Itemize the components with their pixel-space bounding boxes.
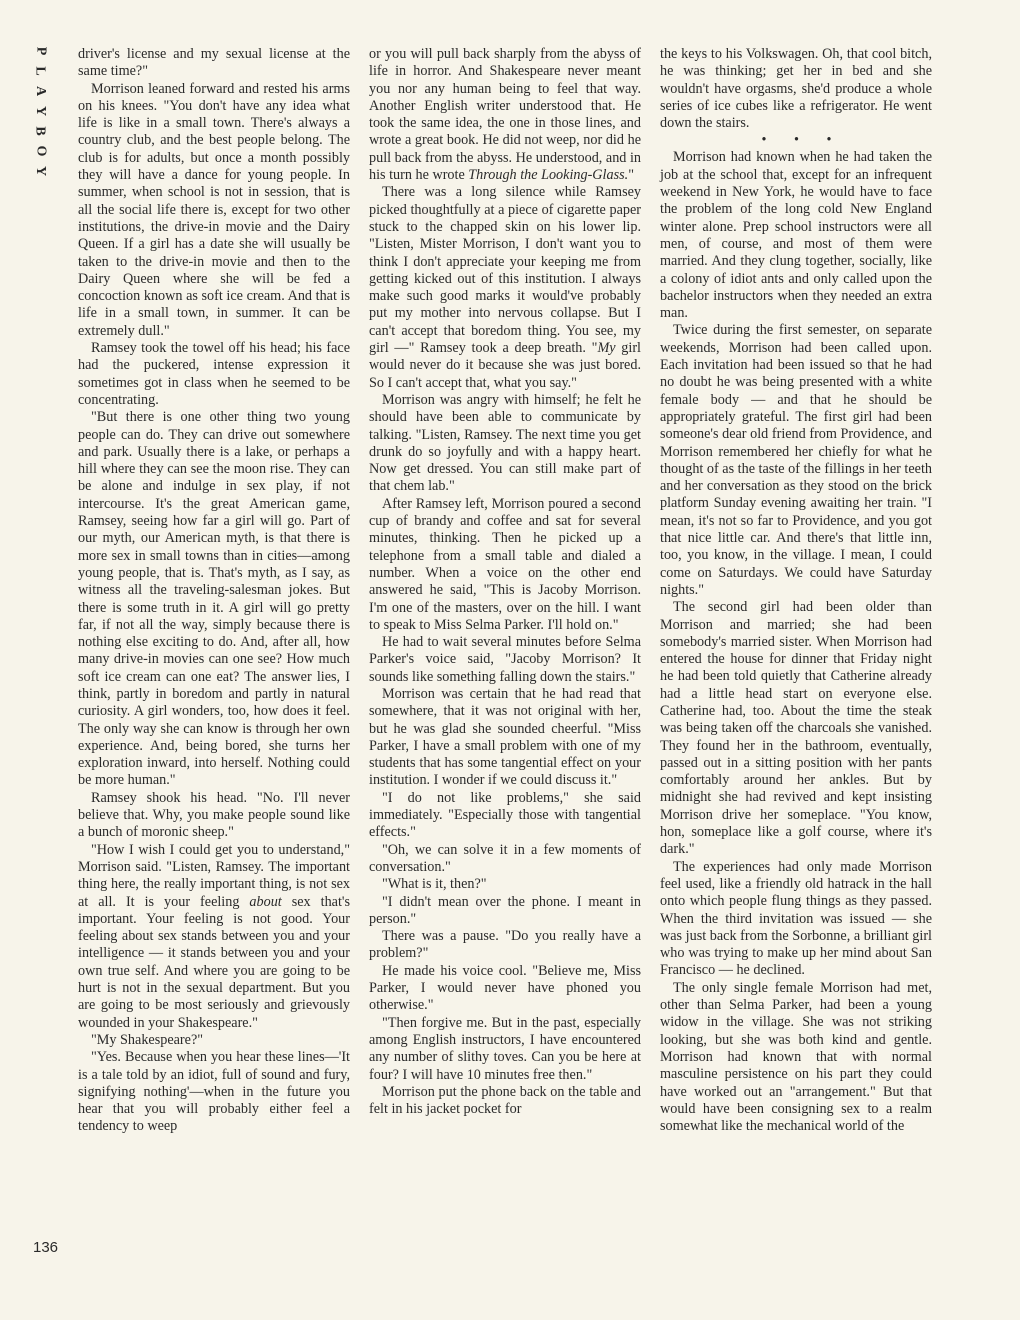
- paragraph: There was a long silence while Ramsey picked thoughtfully at a piece of cigarette paper stuck to the chapped skin on his lower lip. "Listen, Mister Morrison, I don't want you to think I don't appreciate your keeping me from getting kicked out of this institution. I always make such good marks it would've probably put my mother into nervous collapse. But I can't accept that boredom thing. You see, my girl —" Ramsey took a deep breath. "My girl would never do it because she was just bored. So I can't accept that, what you say.": [369, 184, 641, 391]
- paragraph: He had to wait several minutes before Selma Parker's voice said, "Jacoby Morrison? It sounds like something falling down the stairs.": [369, 634, 641, 685]
- paragraph: "I do not like problems," she said immediately. "Especially those with tangential effects.": [369, 789, 641, 841]
- paragraph: After Ramsey left, Morrison poured a second cup of brandy and coffee and sat for several minutes, thinking. Then he picked up a telephone from a small table and dialed a number. When a voice on the other end answered he said, "This is Jacoby Morrison. I'm one of the masters, over on the hill. I want to speak to Miss Selma Parker. I'll hold on.": [369, 495, 641, 633]
- paragraph: driver's license and my sexual license at the same time?": [78, 46, 350, 80]
- paragraph: the keys to his Volkswagen. Oh, that cool bitch, he was thinking; get her in bed and she wouldn't have orgasms, she'd produce a whole series of ice cubes like a refrigerator. He went down the stairs.: [660, 46, 932, 132]
- paragraph: "How I wish I could get you to understand," Morrison said. "Listen, Ramsey. The important thing here, the really important thing, is not sex at all. It is your feeling about sex that's important. Your feeling is not good. Your feeling about sex stands between you and your intelligence — it stands between you and your own true self. And where you are going to be hurt is not in the sexual department. But you are going to be most seriously and grievously wounded in your Shakespeare.": [78, 841, 350, 1031]
- running-head-letter: O: [32, 145, 48, 157]
- running-head-letter: Y: [33, 165, 48, 177]
- paragraph: "Then forgive me. But in the past, especially among English instructors, I have encountered any number of slithy toves. Can you be here at four? I will have 10 minutes free then.": [369, 1014, 641, 1083]
- running-head-letter: A: [33, 85, 48, 97]
- paragraph: "But there is one other thing two young people can do. They can drive out somewhere and park. Usually there is a lake, or perhaps a hill where they can see the moon rise. They can be alone and indulge in sex play, if not intercourse. It's the great American game, Ramsey, seeing how far a girl will go. Part of our myth, our American myth, is that there is more sex in small towns than in cities—among young people, that is. That's myth, as I say, as witness all the traveling-salesman jokes. But there is some truth in it. A girl will go pretty far, if not all the way, simply because there is nothing else exciting to do. And, after all, how many drive-in movies can one see? How much soft ice cream can one eat? The answer lies, I think, partly in boredom and partly in natural curiosity. A girl wonders, too, how does it feel. The only way she can know is through her own experience. And, being bored, she turns her exploration inward, into herself. Nothing could be more human.": [78, 409, 350, 789]
- running-head-letter: P: [33, 46, 48, 56]
- running-head-letter: L: [33, 66, 48, 76]
- italic-text: about: [249, 893, 282, 910]
- paragraph: There was a pause. "Do you really have a problem?": [369, 928, 641, 962]
- paragraph: Ramsey took the towel off his head; his face had the puckered, intense expression it sometimes got in class when he seemed to be concentrating.: [78, 340, 350, 408]
- paragraph: Morrison had known when he had taken the job at the school that, except for an infrequent weekend in New York, he would have to face the problem of the long cold New England winter alone. Prep school instructors were all men, of course, and most of them were married. And they clung together, socially, like a colony of idiot ants and only called upon the bachelor instructors when they needed an extra man.: [660, 149, 932, 322]
- italic-text: My: [597, 340, 616, 357]
- section-break: • • •: [761, 132, 844, 149]
- paragraph: Morrison put the phone back on the table and felt in his jacket pocket for: [369, 1083, 641, 1118]
- paragraph: "I didn't mean over the phone. I meant in person.": [369, 893, 641, 927]
- paragraph: Morrison leaned forward and rested his arms on his knees. "You don't have any idea what life is like in a small town. There's always a country club, and the best people belong. The club is for adults, but once a month possibly they will have a dance for young people. In summer, when school is not in session, that is all the social life there is, except for two other institutions, the drive-in movie and the Dairy Queen. If a girl has a date she will usually be taken to the drive-in movie and then to the Dairy Queen where she will be fed a concoction known as soft ice cream. And that is life in a small town, in summer. It can be extremely dull.": [78, 80, 350, 339]
- paragraph: "Oh, we can solve it in a few moments of conversation.": [369, 841, 641, 875]
- running-head-letter: Y: [33, 105, 48, 117]
- paragraph: He made his voice cool. "Believe me, Miss Parker, I would never have phoned you otherwise.": [369, 962, 641, 1014]
- paragraph: Morrison was certain that he had read that somewhere, that it was not original with her, but he was glad she sounded cheerful. "Miss Parker, I have a small problem with one of my students that has some tangential effect on your institution. I wonder if we could discuss it.": [369, 685, 641, 789]
- paragraph: The only single female Morrison had met, other than Selma Parker, had been a young widow in the village. She was not striking looking, but she was both kind and gentle. Morrison had known that with normal masculine persistence on his part they could have worked out an "arrangement." But that would have been consigning sex to a realm somewhat like the mechanical world of the: [660, 979, 932, 1135]
- italic-text: Through the Looking-Glass.: [468, 167, 629, 184]
- text-column-1: [78, 46, 350, 1136]
- page-number: 136: [33, 1239, 59, 1256]
- paragraph: Twice during the first semester, on separate weekends, Morrison had been called upon. Each invitation had been issued so that he had no doubt he was being presented with a white female body — and that he should be appropriately grateful. The first girl had been someone's dear old friend from Providence, and Morrison remembered her chiefly for what he thought of as the taste of the fillings in her teeth and her conversation as they stood on the brick platform Sunday evening awaiting her train. "I mean, it's not so far to Providence, and you got that nice little car. And there's that little inn, too, you know, in the village. I mean, I could come on Saturdays. We could have Saturday nights.": [660, 322, 932, 598]
- text-column-2: [369, 46, 641, 1118]
- paragraph: "My Shakespeare?": [91, 1031, 204, 1048]
- paragraph: "What is it, then?": [382, 876, 487, 893]
- paragraph: "Yes. Because when you hear these lines—'It is a tale told by an idiot, full of sound and fury, signifying nothing'—when in the future you hear that you will probably either feel a tendency to weep: [78, 1049, 350, 1135]
- running-head-letter: B: [33, 126, 48, 136]
- paragraph: Morrison was angry with himself; he felt he should have been able to communicate by talking. "Listen, Ramsey. The next time you get drunk do so joyfully and with a happy heart. Now get dressed. You can still make part of that chem lab.": [369, 391, 641, 495]
- paragraph: The second girl had been older than Morrison and married; she had been somebody's married sister. When Morrison had entered the house for dinner that Friday night he had been told quietly that Catherine already had a little head start on everyone else. Catherine had, too. About the time the steak was being taken off the charcoals she vanished. They found her in the bathroom, eventually, passed out in a sitting position with her pants comfortably around her ankles. But by midnight she had revived and kept insisting Morrison drive her someplace. "You know, hon, someplace like a golf course, where it's dark.": [660, 599, 932, 858]
- running-head: [30, 44, 50, 178]
- paragraph: The experiences had only made Morrison feel used, like a friendly old hatrack in the hall onto which people flung things as they passed. When the third invitation was issued — she was just back from the Sorbonne, a brilliant girl who was trying to make up her mind about San Francisco — he declined.: [660, 858, 932, 979]
- paragraph: or you will pull back sharply from the abyss of life in horror. And Shakespeare never meant you nor any human being to feel that way. Another English writer understood that. He took the same idea, the one in those lines, and wrote a great book. He did not weep, nor did he pull back from the abyss. He understood, and in his turn he wrote Through the Looking-Glass.": [369, 46, 641, 184]
- paragraph: Ramsey shook his head. "No. I'll never believe that. Why, you make people sound like a bunch of moronic sheep.": [78, 789, 350, 841]
- text-column-3: [660, 46, 932, 1135]
